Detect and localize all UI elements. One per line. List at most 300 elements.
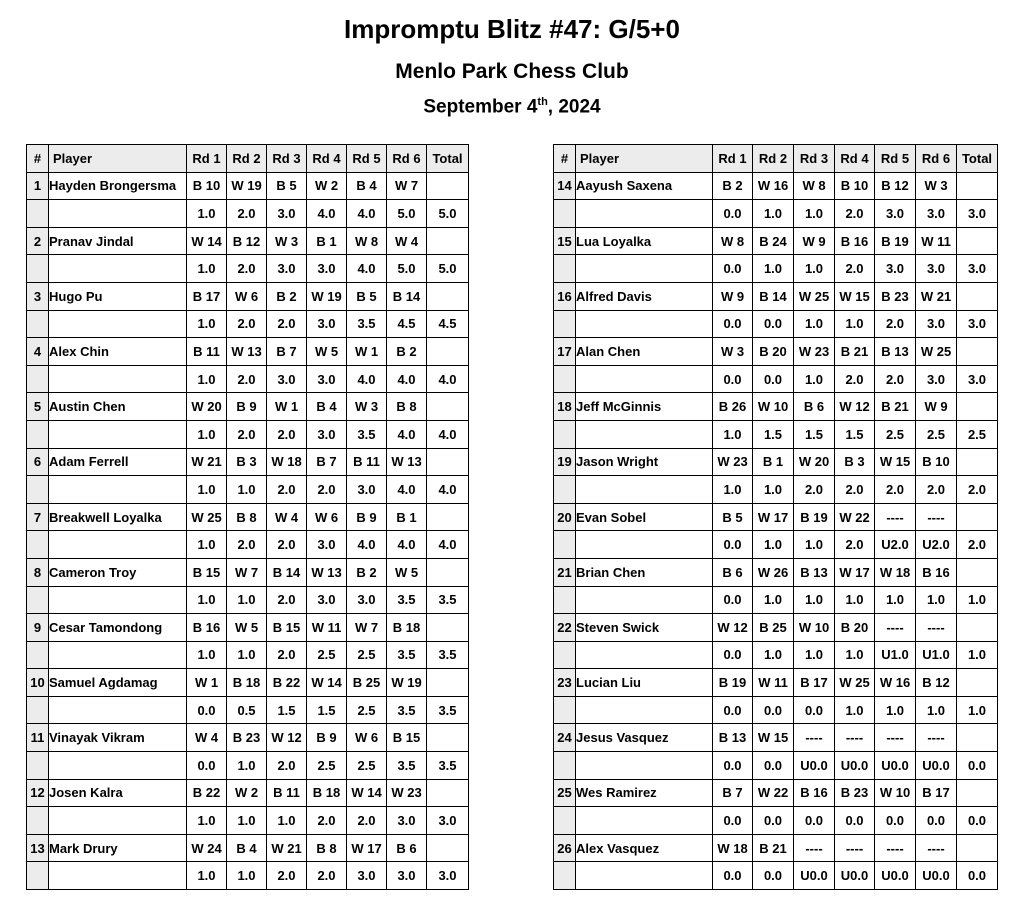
total-score: 3.0 <box>957 255 998 283</box>
round-score: 0.0 <box>753 310 794 338</box>
round-pairing: B 23 <box>875 282 916 310</box>
player-number: 22 <box>554 614 576 642</box>
round-pairing: B 6 <box>713 558 753 586</box>
name-spacer <box>576 255 713 283</box>
round-pairing: W 10 <box>753 393 794 421</box>
round-score: 0.0 <box>916 807 957 835</box>
player-row <box>27 724 469 752</box>
number-spacer <box>554 420 576 448</box>
round-pairing: W 11 <box>753 669 794 697</box>
round-score: 0.0 <box>713 752 753 780</box>
player-name: Mark Drury <box>49 834 187 862</box>
round-score: 2.0 <box>227 365 267 393</box>
player-number: 8 <box>27 558 49 586</box>
score-row <box>27 862 469 890</box>
round-pairing: ---- <box>875 724 916 752</box>
player-name: Cesar Tamondong <box>49 614 187 642</box>
round-pairing: B 13 <box>794 558 835 586</box>
round-score: 0.0 <box>794 807 835 835</box>
player-row <box>554 834 998 862</box>
score-row <box>554 807 998 835</box>
round-pairing: W 13 <box>387 448 427 476</box>
name-spacer <box>576 586 713 614</box>
player-number: 25 <box>554 779 576 807</box>
total-empty <box>427 282 469 310</box>
player-row <box>27 558 469 586</box>
round-pairing: ---- <box>916 614 957 642</box>
number-spacer <box>554 862 576 890</box>
round-pairing: W 14 <box>187 227 227 255</box>
number-spacer <box>554 255 576 283</box>
player-number: 17 <box>554 338 576 366</box>
round-score: 3.0 <box>307 255 347 283</box>
number-spacer <box>554 807 576 835</box>
round-pairing: W 6 <box>347 724 387 752</box>
round-pairing: W 2 <box>307 172 347 200</box>
round-pairing: B 8 <box>387 393 427 421</box>
round-score: 0.0 <box>753 862 794 890</box>
player-number: 23 <box>554 669 576 697</box>
round-pairing: ---- <box>835 724 875 752</box>
number-spacer <box>554 586 576 614</box>
round-score: 2.0 <box>835 531 875 559</box>
player-name: Alex Vasquez <box>576 834 713 862</box>
player-name: Hayden Brongersma <box>49 172 187 200</box>
round-pairing: B 8 <box>227 503 267 531</box>
total-empty <box>427 227 469 255</box>
round-score: 0.0 <box>713 641 753 669</box>
total-empty <box>427 724 469 752</box>
round-pairing: W 8 <box>347 227 387 255</box>
score-row <box>554 420 998 448</box>
player-number: 4 <box>27 338 49 366</box>
round-score: 0.0 <box>713 531 753 559</box>
round-pairing: ---- <box>794 724 835 752</box>
player-row <box>554 338 998 366</box>
round-score: 3.5 <box>347 310 387 338</box>
round-pairing: ---- <box>916 724 957 752</box>
total-empty <box>427 834 469 862</box>
name-spacer <box>576 365 713 393</box>
column-header: Rd 1 <box>713 145 753 173</box>
player-row <box>27 448 469 476</box>
player-name: Pranav Jindal <box>49 227 187 255</box>
round-pairing: B 7 <box>307 448 347 476</box>
player-name: Samuel Agdamag <box>49 669 187 697</box>
total-empty <box>957 282 998 310</box>
round-score: 1.0 <box>267 807 307 835</box>
round-score: 1.0 <box>753 531 794 559</box>
total-score: 2.0 <box>957 531 998 559</box>
round-pairing: B 17 <box>916 779 957 807</box>
round-pairing: W 20 <box>794 448 835 476</box>
round-score: 0.0 <box>753 696 794 724</box>
name-spacer <box>49 255 187 283</box>
round-score: 2.0 <box>916 476 957 504</box>
round-pairing: B 10 <box>187 172 227 200</box>
round-pairing: B 17 <box>794 669 835 697</box>
round-score: 0.0 <box>753 752 794 780</box>
name-spacer <box>49 641 187 669</box>
name-spacer <box>576 696 713 724</box>
round-score: 1.0 <box>835 641 875 669</box>
round-score: 1.0 <box>187 365 227 393</box>
round-score: 2.5 <box>916 420 957 448</box>
round-score: 0.0 <box>875 807 916 835</box>
round-score: 0.0 <box>713 862 753 890</box>
total-empty <box>957 172 998 200</box>
total-score: 4.0 <box>427 420 469 448</box>
round-score: 3.0 <box>347 862 387 890</box>
round-score: 0.0 <box>713 807 753 835</box>
score-row <box>27 807 469 835</box>
player-name: Vinayak Vikram <box>49 724 187 752</box>
round-pairing: B 5 <box>267 172 307 200</box>
column-header: Player <box>576 145 713 173</box>
round-pairing: W 21 <box>267 834 307 862</box>
player-row <box>27 393 469 421</box>
round-pairing: B 2 <box>713 172 753 200</box>
round-score: 1.0 <box>875 696 916 724</box>
round-pairing: B 2 <box>387 338 427 366</box>
column-header: Rd 5 <box>875 145 916 173</box>
player-name: Brian Chen <box>576 558 713 586</box>
round-score: 3.0 <box>267 200 307 228</box>
round-pairing: B 20 <box>835 614 875 642</box>
round-pairing: B 5 <box>347 282 387 310</box>
round-score: 2.0 <box>835 255 875 283</box>
total-score: 0.0 <box>957 752 998 780</box>
column-header: Rd 3 <box>794 145 835 173</box>
round-score: 1.0 <box>187 420 227 448</box>
round-pairing: B 10 <box>916 448 957 476</box>
round-score: 2.5 <box>307 752 347 780</box>
round-pairing: W 19 <box>387 669 427 697</box>
player-row <box>554 172 998 200</box>
round-pairing: B 16 <box>187 614 227 642</box>
player-number: 13 <box>27 834 49 862</box>
player-row <box>27 669 469 697</box>
round-pairing: W 15 <box>835 282 875 310</box>
total-score: 4.5 <box>427 310 469 338</box>
round-score: 3.0 <box>916 310 957 338</box>
column-header: Rd 6 <box>387 145 427 173</box>
round-score: 1.0 <box>713 476 753 504</box>
player-row <box>27 282 469 310</box>
round-score: 3.5 <box>387 586 427 614</box>
round-score: 2.0 <box>267 586 307 614</box>
round-pairing: W 11 <box>916 227 957 255</box>
player-row <box>554 558 998 586</box>
round-pairing: W 15 <box>875 448 916 476</box>
score-row <box>27 752 469 780</box>
round-pairing: B 11 <box>187 338 227 366</box>
round-score: 2.0 <box>227 310 267 338</box>
round-pairing: W 13 <box>227 338 267 366</box>
player-number: 15 <box>554 227 576 255</box>
score-row <box>27 476 469 504</box>
player-name: Lua Loyalka <box>576 227 713 255</box>
total-score: 3.0 <box>957 310 998 338</box>
total-score: 0.0 <box>957 862 998 890</box>
table-body <box>554 172 998 889</box>
round-score: U2.0 <box>916 531 957 559</box>
round-pairing: W 9 <box>713 282 753 310</box>
round-pairing: ---- <box>875 503 916 531</box>
round-pairing: B 21 <box>875 393 916 421</box>
round-score: U1.0 <box>916 641 957 669</box>
round-score: 5.0 <box>387 200 427 228</box>
total-empty <box>427 448 469 476</box>
name-spacer <box>49 365 187 393</box>
round-pairing: W 7 <box>387 172 427 200</box>
total-empty <box>427 338 469 366</box>
player-row <box>554 227 998 255</box>
header-row <box>554 145 998 173</box>
round-pairing: W 14 <box>347 779 387 807</box>
round-score: 1.5 <box>794 420 835 448</box>
total-score: 2.5 <box>957 420 998 448</box>
total-score: 5.0 <box>427 255 469 283</box>
score-row <box>27 531 469 559</box>
round-score: 1.0 <box>187 862 227 890</box>
round-pairing: W 6 <box>307 503 347 531</box>
round-pairing: B 7 <box>713 779 753 807</box>
player-name: Alan Chen <box>576 338 713 366</box>
round-pairing: W 11 <box>307 614 347 642</box>
round-score: 5.0 <box>387 255 427 283</box>
round-pairing: W 5 <box>387 558 427 586</box>
number-spacer <box>27 586 49 614</box>
round-pairing: W 25 <box>916 338 957 366</box>
round-pairing: B 3 <box>835 448 875 476</box>
total-empty <box>957 448 998 476</box>
name-spacer <box>576 531 713 559</box>
player-row <box>27 614 469 642</box>
total-empty <box>957 669 998 697</box>
total-empty <box>427 503 469 531</box>
player-number: 11 <box>27 724 49 752</box>
round-pairing: W 12 <box>267 724 307 752</box>
player-row <box>27 503 469 531</box>
number-spacer <box>27 531 49 559</box>
total-score: 4.0 <box>427 531 469 559</box>
number-spacer <box>27 365 49 393</box>
round-pairing: W 3 <box>267 227 307 255</box>
round-score: 1.0 <box>187 200 227 228</box>
round-score: 3.5 <box>387 641 427 669</box>
round-score: 1.0 <box>753 255 794 283</box>
number-spacer <box>554 365 576 393</box>
column-header: Player <box>49 145 187 173</box>
round-pairing: B 15 <box>187 558 227 586</box>
event-date <box>0 96 1024 118</box>
player-row <box>554 393 998 421</box>
total-empty <box>957 503 998 531</box>
player-name: Steven Swick <box>576 614 713 642</box>
round-score: 1.0 <box>794 200 835 228</box>
number-spacer <box>27 641 49 669</box>
player-row <box>27 779 469 807</box>
round-score: 1.0 <box>187 807 227 835</box>
round-pairing: B 4 <box>227 834 267 862</box>
column-header: Rd 4 <box>835 145 875 173</box>
player-name: Aayush Saxena <box>576 172 713 200</box>
standings-table-right <box>553 144 998 890</box>
round-score: 3.5 <box>347 420 387 448</box>
column-header: Rd 6 <box>916 145 957 173</box>
round-pairing: W 1 <box>187 669 227 697</box>
score-row <box>27 586 469 614</box>
column-header: Rd 4 <box>307 145 347 173</box>
player-row <box>554 779 998 807</box>
round-score: 2.0 <box>794 476 835 504</box>
round-score: 1.0 <box>187 531 227 559</box>
round-score: 0.0 <box>713 696 753 724</box>
round-pairing: W 21 <box>187 448 227 476</box>
total-empty <box>957 834 998 862</box>
round-pairing: B 3 <box>227 448 267 476</box>
round-pairing: W 1 <box>347 338 387 366</box>
round-pairing: B 25 <box>347 669 387 697</box>
round-score: 3.5 <box>387 752 427 780</box>
number-spacer <box>27 752 49 780</box>
round-pairing: B 22 <box>187 779 227 807</box>
round-pairing: W 24 <box>187 834 227 862</box>
name-spacer <box>49 310 187 338</box>
column-header: # <box>554 145 576 173</box>
number-spacer <box>554 531 576 559</box>
round-pairing: ---- <box>916 503 957 531</box>
score-row <box>27 696 469 724</box>
round-pairing: W 8 <box>794 172 835 200</box>
round-pairing: W 8 <box>713 227 753 255</box>
round-pairing: B 1 <box>307 227 347 255</box>
player-name: Adam Ferrell <box>49 448 187 476</box>
player-number: 21 <box>554 558 576 586</box>
player-row <box>554 503 998 531</box>
round-pairing: B 15 <box>267 614 307 642</box>
player-row <box>554 614 998 642</box>
column-header: # <box>27 145 49 173</box>
round-score: U0.0 <box>916 862 957 890</box>
round-score: 2.0 <box>227 200 267 228</box>
name-spacer <box>49 807 187 835</box>
score-row <box>554 586 998 614</box>
column-header: Rd 5 <box>347 145 387 173</box>
player-name: Wes Ramirez <box>576 779 713 807</box>
round-pairing: ---- <box>875 834 916 862</box>
total-score: 1.0 <box>957 696 998 724</box>
round-pairing: W 17 <box>753 503 794 531</box>
round-score: 2.0 <box>267 531 307 559</box>
round-score: 1.0 <box>753 476 794 504</box>
round-score: U0.0 <box>916 752 957 780</box>
name-spacer <box>576 310 713 338</box>
round-score: 1.0 <box>753 641 794 669</box>
total-score: 3.0 <box>957 200 998 228</box>
round-pairing: B 16 <box>835 227 875 255</box>
round-score: 2.0 <box>227 531 267 559</box>
round-pairing: ---- <box>794 834 835 862</box>
round-pairing: B 10 <box>835 172 875 200</box>
round-pairing: B 13 <box>875 338 916 366</box>
round-pairing: W 22 <box>753 779 794 807</box>
round-pairing: W 18 <box>875 558 916 586</box>
score-row <box>554 752 998 780</box>
round-pairing: W 25 <box>187 503 227 531</box>
round-pairing: B 12 <box>227 227 267 255</box>
player-number: 20 <box>554 503 576 531</box>
round-pairing: B 12 <box>916 669 957 697</box>
number-spacer <box>554 641 576 669</box>
total-score: 1.0 <box>957 586 998 614</box>
total-score: 3.5 <box>427 696 469 724</box>
score-row <box>554 476 998 504</box>
column-header: Rd 2 <box>227 145 267 173</box>
round-score: 3.0 <box>267 365 307 393</box>
round-pairing: W 23 <box>387 779 427 807</box>
round-score: 2.0 <box>267 310 307 338</box>
round-pairing: W 16 <box>753 172 794 200</box>
round-pairing: W 9 <box>916 393 957 421</box>
round-score: 3.0 <box>307 310 347 338</box>
round-score: 3.0 <box>307 531 347 559</box>
round-score: 1.0 <box>753 586 794 614</box>
table-body <box>27 172 469 889</box>
round-pairing: W 7 <box>227 558 267 586</box>
round-score: 1.0 <box>753 200 794 228</box>
round-pairing: ---- <box>875 614 916 642</box>
round-score: 3.0 <box>875 200 916 228</box>
round-pairing: W 18 <box>713 834 753 862</box>
round-pairing: B 11 <box>347 448 387 476</box>
round-score: 1.0 <box>794 531 835 559</box>
player-name: Breakwell Loyalka <box>49 503 187 531</box>
score-row <box>554 696 998 724</box>
round-pairing: W 1 <box>267 393 307 421</box>
number-spacer <box>554 310 576 338</box>
round-score: U0.0 <box>794 862 835 890</box>
round-pairing: B 6 <box>387 834 427 862</box>
player-row <box>27 834 469 862</box>
round-score: 2.5 <box>347 641 387 669</box>
round-pairing: W 5 <box>227 614 267 642</box>
round-score: 0.0 <box>713 255 753 283</box>
round-score: 1.0 <box>187 641 227 669</box>
round-pairing: B 14 <box>267 558 307 586</box>
header-row <box>27 145 469 173</box>
total-score: 4.0 <box>427 365 469 393</box>
player-number: 5 <box>27 393 49 421</box>
round-pairing: B 18 <box>227 669 267 697</box>
round-score: 4.0 <box>307 200 347 228</box>
round-pairing: W 9 <box>794 227 835 255</box>
number-spacer <box>27 200 49 228</box>
round-score: 2.5 <box>347 752 387 780</box>
table-header <box>554 145 998 173</box>
round-score: 1.0 <box>794 586 835 614</box>
round-pairing: W 21 <box>916 282 957 310</box>
round-score: 0.0 <box>835 807 875 835</box>
name-spacer <box>576 420 713 448</box>
round-pairing: W 7 <box>347 614 387 642</box>
player-number: 7 <box>27 503 49 531</box>
total-empty <box>957 724 998 752</box>
round-score: 3.0 <box>347 586 387 614</box>
round-pairing: B 14 <box>387 282 427 310</box>
round-score: 2.0 <box>267 641 307 669</box>
